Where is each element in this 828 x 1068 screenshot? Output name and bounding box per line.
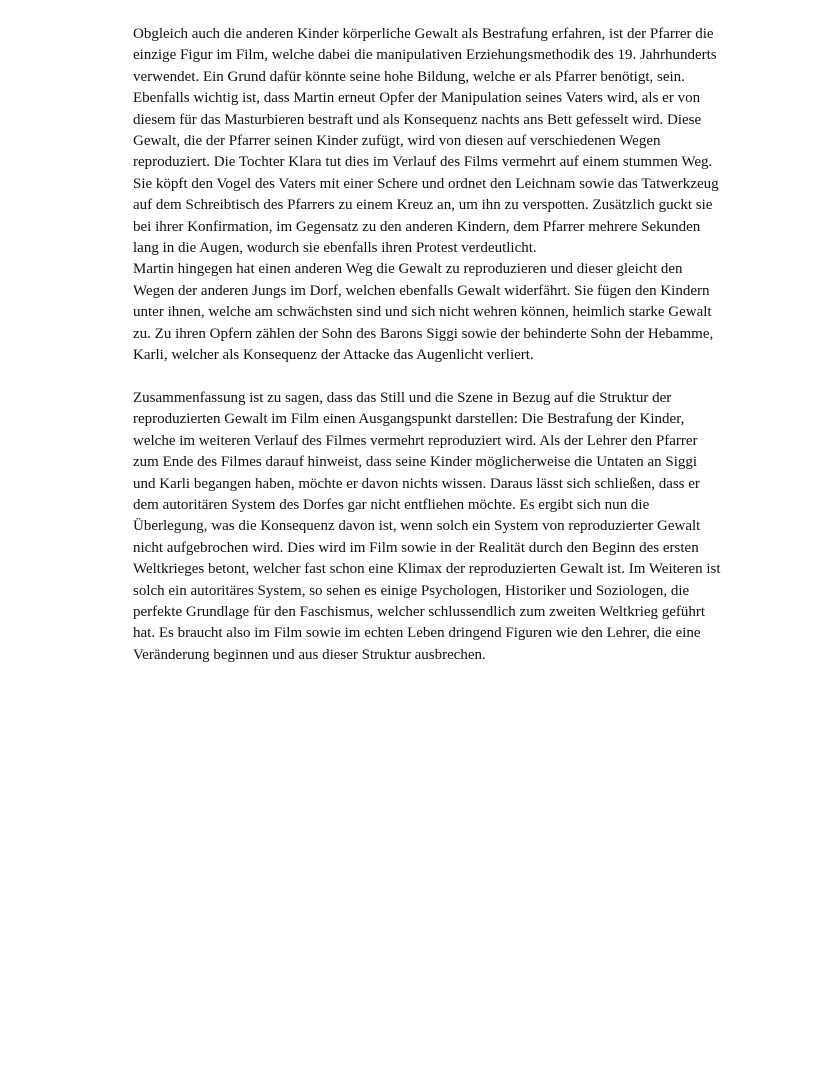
- paragraph-martin-reproduktion: Martin hingegen hat einen anderen Weg die Gewalt zu reproduzieren und dieser gleicht den Wegen der anderen Jungs im Dorf, welchen ebenfalls Gewalt widerfährt. Sie fügen den Kindern unter ihnen, welche am schwächsten sind und sich nicht wehren können, heimlich starke Gewalt zu. Zu ihren Opfern zählen der Sohn des Barons Siggi sowie der behinderte Sohn der Hebamme, Karli, welcher als Konsequenz der Attacke das Augenlicht verliert.: [133, 261, 714, 364]
- paragraph-pfarrer-manipulation: Obgleich auch die anderen Kinder körperliche Gewalt als Bestrafung erfahren, ist der Pfarrer die einzige Figur im Film, welche dabei die manipulativen Erziehungsmethodik des 19. Jahrhunderts verwendet. Ein Grund dafür könnte seine hohe Bildung, welche er als Pfarrer benötigt, sein.: [133, 26, 717, 85]
- paragraph-zusammenfassung: Zusammenfassung ist zu sagen, dass das Still und die Szene in Bezug auf die Struktur der reproduzierten Gewalt im Film einen Ausgangspunkt darstellen: Die Bestrafung der Kinder, welche im weiteren Verlauf des Filmes vermehrt reproduziert wird. Als der Lehrer den Pfarrer zum Ende des Filmes darauf hinweist, dass seine Kinder möglicherweise die Untaten an Siggi und Karli begangen haben, möchte er davon nichts wissen. Daraus lässt sich schließen, dass er dem autoritären System des Dorfes gar nicht entfliehen möchte. Es ergibt sich nun die Überlegung, was die Konsequenz davon ist, wenn solch ein System von reproduzierter Gewalt nicht aufgebrochen wird. Dies wird im Film sowie in der Realität durch den Beginn des ersten Weltkrieges betont, welcher fast schon eine Klimax der reproduzierten Gewalt ist. Im Weiteren ist solch ein autoritäres System, so sehen es einige Psychologen, Historiker und Soziologen, die perfekte Grundlage für den Faschismus, welcher schlussendlich zum zweiten Weltkrieg geführt hat. Es braucht also im Film sowie im echten Leben dringend Figuren wie den Lehrer, die eine Veränderung beginnen und aus dieser Struktur ausbrechen.: [133, 389, 721, 663]
- paragraph-martin-bestrafung: Ebenfalls wichtig ist, dass Martin erneut Opfer der Manipulation seines Vaters wird, als er von diesem für das Masturbieren bestraft und als Konsequenz nachts ans Bett gefesselt wird. Diese Gewalt, die der Pfarrer seinen Kinder zufügt, wird von diesen auf verschiedenen Wegen reproduziert. Die Tochter Klara tut dies im Verlauf des Films vermehrt auf einem stummen Weg. Sie köpft den Vogel des Vaters mit einer Schere und ordnet den Leichnam sowie das Tatwerkzeug auf dem Schreibtisch des Pfarrers zu einem Kreuz an, um ihn zu verspotten. Zusätzlich guckt sie bei ihrer Konfirmation, im Gegensatz zu den anderen Kindern, dem Pfarrer mehrere Sekunden lang in die Augen, wodurch sie ebenfalls ihren Protest verdeutlicht.: [133, 90, 719, 257]
- document-body: [133, 24, 723, 666]
